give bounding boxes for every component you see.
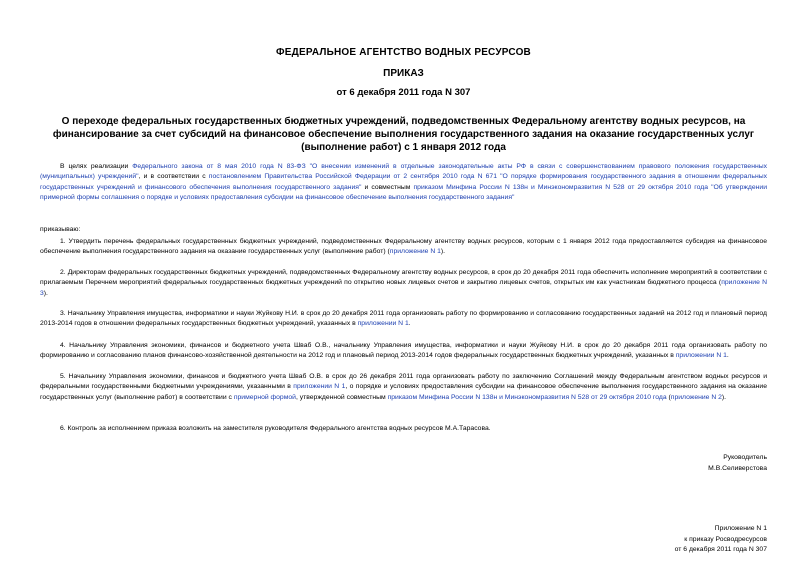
item-3-end: . xyxy=(408,320,411,328)
signature-name: М.В.Селиверстова xyxy=(708,464,767,472)
item-6: 6. Контроль за исполнением приказа возложить на заместителя руководителя Федерального агентства водных ресурсов М.А.Тарасова. xyxy=(60,425,491,432)
appendix-1-link[interactable]: приложении N 1 xyxy=(293,383,346,391)
item-2 xyxy=(40,268,767,299)
appendix-line-3: от 6 декабря 2011 года N 307 xyxy=(674,546,767,553)
prikazyvayu-line: приказываю: xyxy=(40,226,81,233)
signature-block xyxy=(708,453,767,474)
document-title: О переходе федеральных государственных бюджетных учреждений, подведомственных Федеральному агентству водных ресурсов, на финансирование за счет субсидий на финансовое обеспечение выполнения государственного задания на оказание государственных услуг (выполнение работ) с 1 января 2012 года xyxy=(52,116,755,153)
item-3-text: 3. Начальнику Управления имущества, информатики и науки Жуйкову Н.И. в срок до 20 декабря 2011 года организовать работу по формированию и согласованию государственных заданий на 2012 год и плановый период 2013-2014 годов в отношении федеральных государственных бюджетных учреждений, указанных в xyxy=(40,310,767,328)
item-3 xyxy=(40,309,767,330)
government-decree-link[interactable]: постановлением Правительства Российской Федерации от 2 сентября 2010 года N 671 "О порядке формирования государственного задания в отношении федеральных государственных учреждений и финансового обеспечения выполнения государственного задания" xyxy=(40,173,767,191)
item-1 xyxy=(40,237,767,258)
item-5 xyxy=(40,372,767,403)
sample-form-link[interactable]: примерной формой xyxy=(233,393,296,401)
item-5-text: 5. Начальнику Управления экономики, финансов и бюджетного учета Шваб О.В. в срок до 26 декабря 2011 года организовать работу по заключению Соглашений между Федеральным агентством водных ресурсов и федеральными государственными бюджетными учреждениями, указанными в xyxy=(40,373,767,391)
appendix-1-link[interactable]: приложении N 1 xyxy=(357,320,409,328)
item-1-end: ). xyxy=(440,248,446,256)
federal-law-link[interactable]: Федерального закона от 8 мая 2010 года N 83-ФЗ "О внесении изменений в отдельные законодательные акты РФ в связи с совершенствованием правового положения государственных (муниципальных) учреждений" xyxy=(40,163,767,181)
agency-name: ФЕДЕРАЛЬНОЕ АГЕНТСТВО ВОДНЫХ РЕСУРСОВ xyxy=(276,47,531,58)
appendix-line-2: к приказу Росводресурсов xyxy=(684,535,767,543)
document-date-number: от 6 декабря 2011 года N 307 xyxy=(336,87,471,98)
item-4-text: 4. Начальнику Управления экономики, финансов и бюджетного учета Шваб О.В., начальнику Управления имущества, информатики и науки Жуйкову Н.И. в срок до 20 декабря 2011 года организовать работу по формированию и согласованию планов финансово-хозяйственной деятельности на 2012 год и плановый период 2013-2014 годов федеральных государственных бюджетных учреждений, указанных в xyxy=(40,342,767,360)
item-5-text-4: ( xyxy=(666,393,671,401)
joint-order-link[interactable]: приказом Минфина России N 138н и Минэкономразвития N 528 от 29 октября 2010 года "Об утверждении примерной формы соглашения о порядке и условиях предоставления субсидии на финансовое обеспечение выполнения государственного задания" xyxy=(40,183,767,202)
intro-text-2: , и в соответствии с xyxy=(138,173,209,181)
item-5-text-2: , о порядке и условиях предоставления субсидии на финансовое обеспечение выполнения государственного задания на оказание государственных услуг (выполнение работ) в соответствии с xyxy=(40,383,767,401)
joint-order-link[interactable]: приказом Минфина России N 138н и Минэкономразвития N 528 от 29 октября 2010 года xyxy=(387,393,667,401)
item-4 xyxy=(40,341,767,362)
appendix-1-link[interactable]: приложение N 1 xyxy=(389,248,441,256)
item-4-end: . xyxy=(726,352,729,360)
appendix-2-link[interactable]: приложение N 2 xyxy=(670,393,722,401)
item-5-end: ). xyxy=(721,393,727,401)
item-2-text: 2. Директорам федеральных государственных бюджетных учреждений, подведомственных Федеральному агентству водных ресурсов, в срок до 20 декабря 2011 года обеспечить исполнение мероприятий в соответствии с прилагаемым Перечнем мероприятий федеральных государственных бюджетных учреждений по открытию новых лицевых счетов и закрытию лицевых счетов, открытых им как участникам бюджетного процесса ( xyxy=(40,269,767,287)
item-1-text: 1. Утвердить перечень федеральных государственных бюджетных учреждений, подведомственных Федеральному агентству водных ресурсов, которым с 1 января 2012 года предоставляется субсидия на финансовое обеспечение выполнения государственного задания на оказание государственных услуг (выполнение работ) ( xyxy=(40,238,767,256)
signature-role: Руководитель xyxy=(723,454,767,461)
intro-text-3: и совместным xyxy=(361,183,414,191)
appendix-1-link[interactable]: приложении N 1 xyxy=(675,352,727,360)
intro-text-1: В целях реализации xyxy=(60,163,133,170)
item-5-text-3: , утвержденной совместным xyxy=(295,393,388,401)
appendix-3-link[interactable]: приложение N 3 xyxy=(40,279,767,297)
appendix-line-1: Приложение N 1 xyxy=(714,525,767,532)
document-type: ПРИКАЗ xyxy=(383,68,424,79)
item-2-end: ). xyxy=(43,289,48,297)
intro-paragraph xyxy=(40,162,767,204)
appendix-header xyxy=(675,524,767,556)
